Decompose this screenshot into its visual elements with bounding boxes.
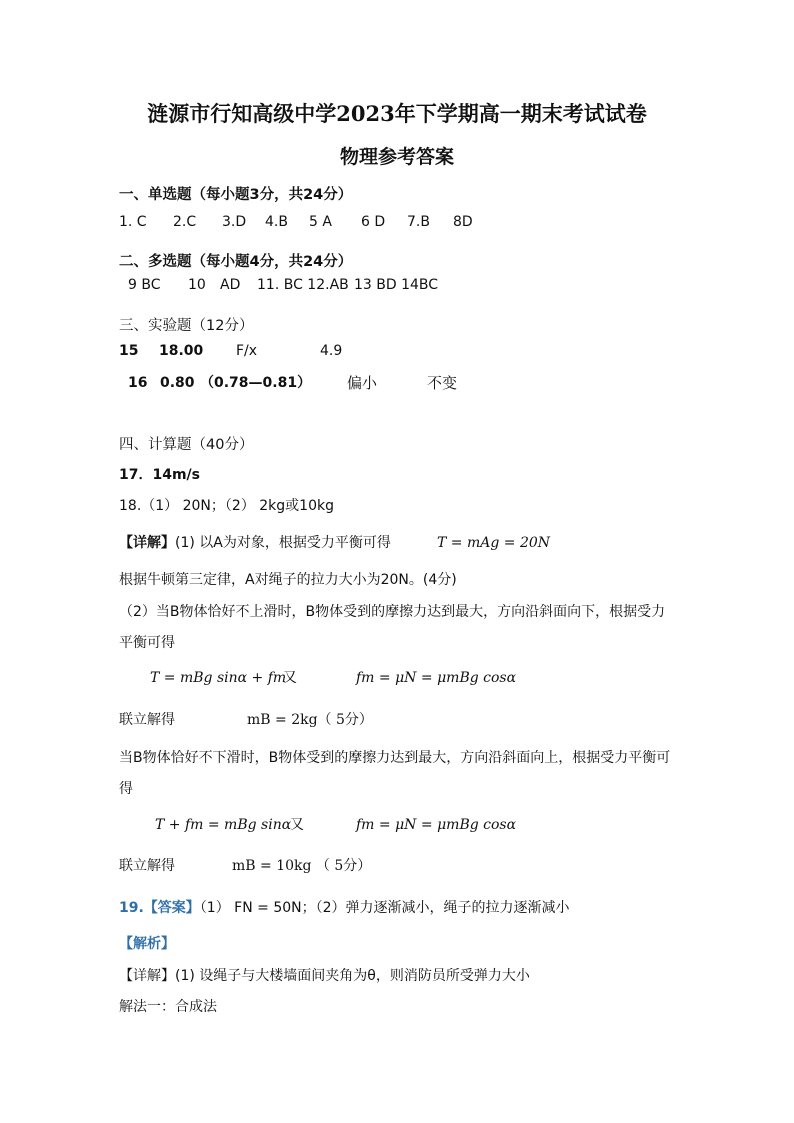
q16-answer-smaller: 偏小 <box>347 374 378 392</box>
q19-analysis-label: 【解析】 <box>119 936 175 952</box>
exam-title: 涟源市行知高级中学2023年下学期高一期末考试试卷 <box>147 101 647 126</box>
q18-solve-2-label: 联立解得 <box>119 858 175 874</box>
q18-equation-2-left: T + fm = mBg sinα <box>155 817 292 833</box>
answer-11-12: 11. BC 12.AB <box>257 277 349 293</box>
q18-equation-1-and: 又 <box>283 670 297 686</box>
answer-6: 6 D <box>361 214 386 230</box>
answer-10-number: 10 <box>188 277 206 293</box>
q19-answer-line <box>119 898 570 918</box>
q15-value: 4.9 <box>320 343 343 359</box>
multi-choice-answers-row <box>128 275 488 295</box>
q17-answer: 17．14m/s <box>119 467 200 483</box>
q18-detail-line <box>119 533 679 553</box>
section-experiment-heading: 三、实验题（12分） <box>119 318 254 334</box>
section-calculation-heading: 四、计算题（40分） <box>119 437 254 453</box>
section-multi-choice-heading: 二、多选题（每小题4分，共24分） <box>119 254 353 270</box>
answer-7: 7.B <box>407 214 430 230</box>
answer-13-14: 13 BD 14BC <box>354 277 439 293</box>
answer-3: 3.D <box>222 214 247 230</box>
single-choice-answers-row <box>119 212 519 232</box>
answer-8: 8D <box>453 214 473 230</box>
q18-newton-third-law: 根据牛顿第三定律，A对绳子的拉力大小为20N。(4分) <box>119 572 457 588</box>
answer-4: 4.B <box>265 214 288 230</box>
q15-formula: F/x <box>236 343 258 359</box>
q18-solve-2-result: mB = 10kg （ 5分） <box>232 858 372 874</box>
q19-detail: 【详解】(1) 设绳子与大楼墙面间夹角为θ，则消防员所受弹力大小 <box>119 968 530 984</box>
q18-detail-label: 【详解】 <box>119 535 175 551</box>
q18-part2-text-b: 平衡可得 <box>119 635 175 651</box>
answer-key-subtitle: 物理参考答案 <box>339 146 454 168</box>
q16-range: （0.78—0.81） <box>200 375 312 391</box>
q18-part2-text-a: （2）当B物体恰好不上滑时，B物体受到的摩擦力达到最大，方向沿斜面向下，根据受力 <box>119 604 666 620</box>
q18-detail-text: (1) 以A为对象，根据受力平衡可得 <box>175 535 391 551</box>
q18-part3-text-b: 得 <box>119 781 133 797</box>
q18-equation-1-right: fm = μN = μmBg cosα <box>356 670 517 686</box>
answer-1: 1. C <box>119 214 147 230</box>
section-single-choice-heading: 一、单选题（每小题3分，共24分） <box>119 187 353 203</box>
answer-2: 2.C <box>173 214 197 230</box>
q18-part3-text-a: 当B物体恰好不下滑时，B物体受到的摩擦力达到最大，方向沿斜面向上，根据受力平衡可 <box>119 750 671 766</box>
q19-answer-text: （1） FN = 50N；（2）弹力逐渐减小，绳子的拉力逐渐减小 <box>199 900 570 916</box>
answer-9: 9 BC <box>128 277 161 293</box>
q18-equation-2-right: fm = μN = μmBg cosα <box>356 817 517 833</box>
experiment-row-15 <box>119 341 419 361</box>
q16-number: 16 <box>128 375 148 391</box>
q18-solve-1-label: 联立解得 <box>119 712 175 728</box>
answer-5: 5 A <box>309 214 332 230</box>
answer-10-value: AD <box>220 277 241 293</box>
q18-solve-1-result: mB = 2kg（ 5分） <box>247 712 373 728</box>
q18-answer: 18.（1） 20N；（2） 2kg或10kg <box>119 498 334 514</box>
q16-value: 0.80 <box>160 375 195 391</box>
q18-tension-equation: T = mAg = 20N <box>437 535 551 551</box>
q16-answer-unchanged: 不变 <box>427 374 458 392</box>
q18-equation-2-and: 又 <box>290 817 304 833</box>
experiment-row-16 <box>128 373 488 393</box>
q15-number: 15 <box>119 343 139 359</box>
q18-equation-1-left: T = mBg sinα + fm <box>150 670 287 686</box>
q19-answer-label: 19.【答案】 <box>119 900 200 916</box>
q15-reading: 18.00 <box>159 343 204 359</box>
q19-method: 解法一：合成法 <box>119 999 217 1015</box>
